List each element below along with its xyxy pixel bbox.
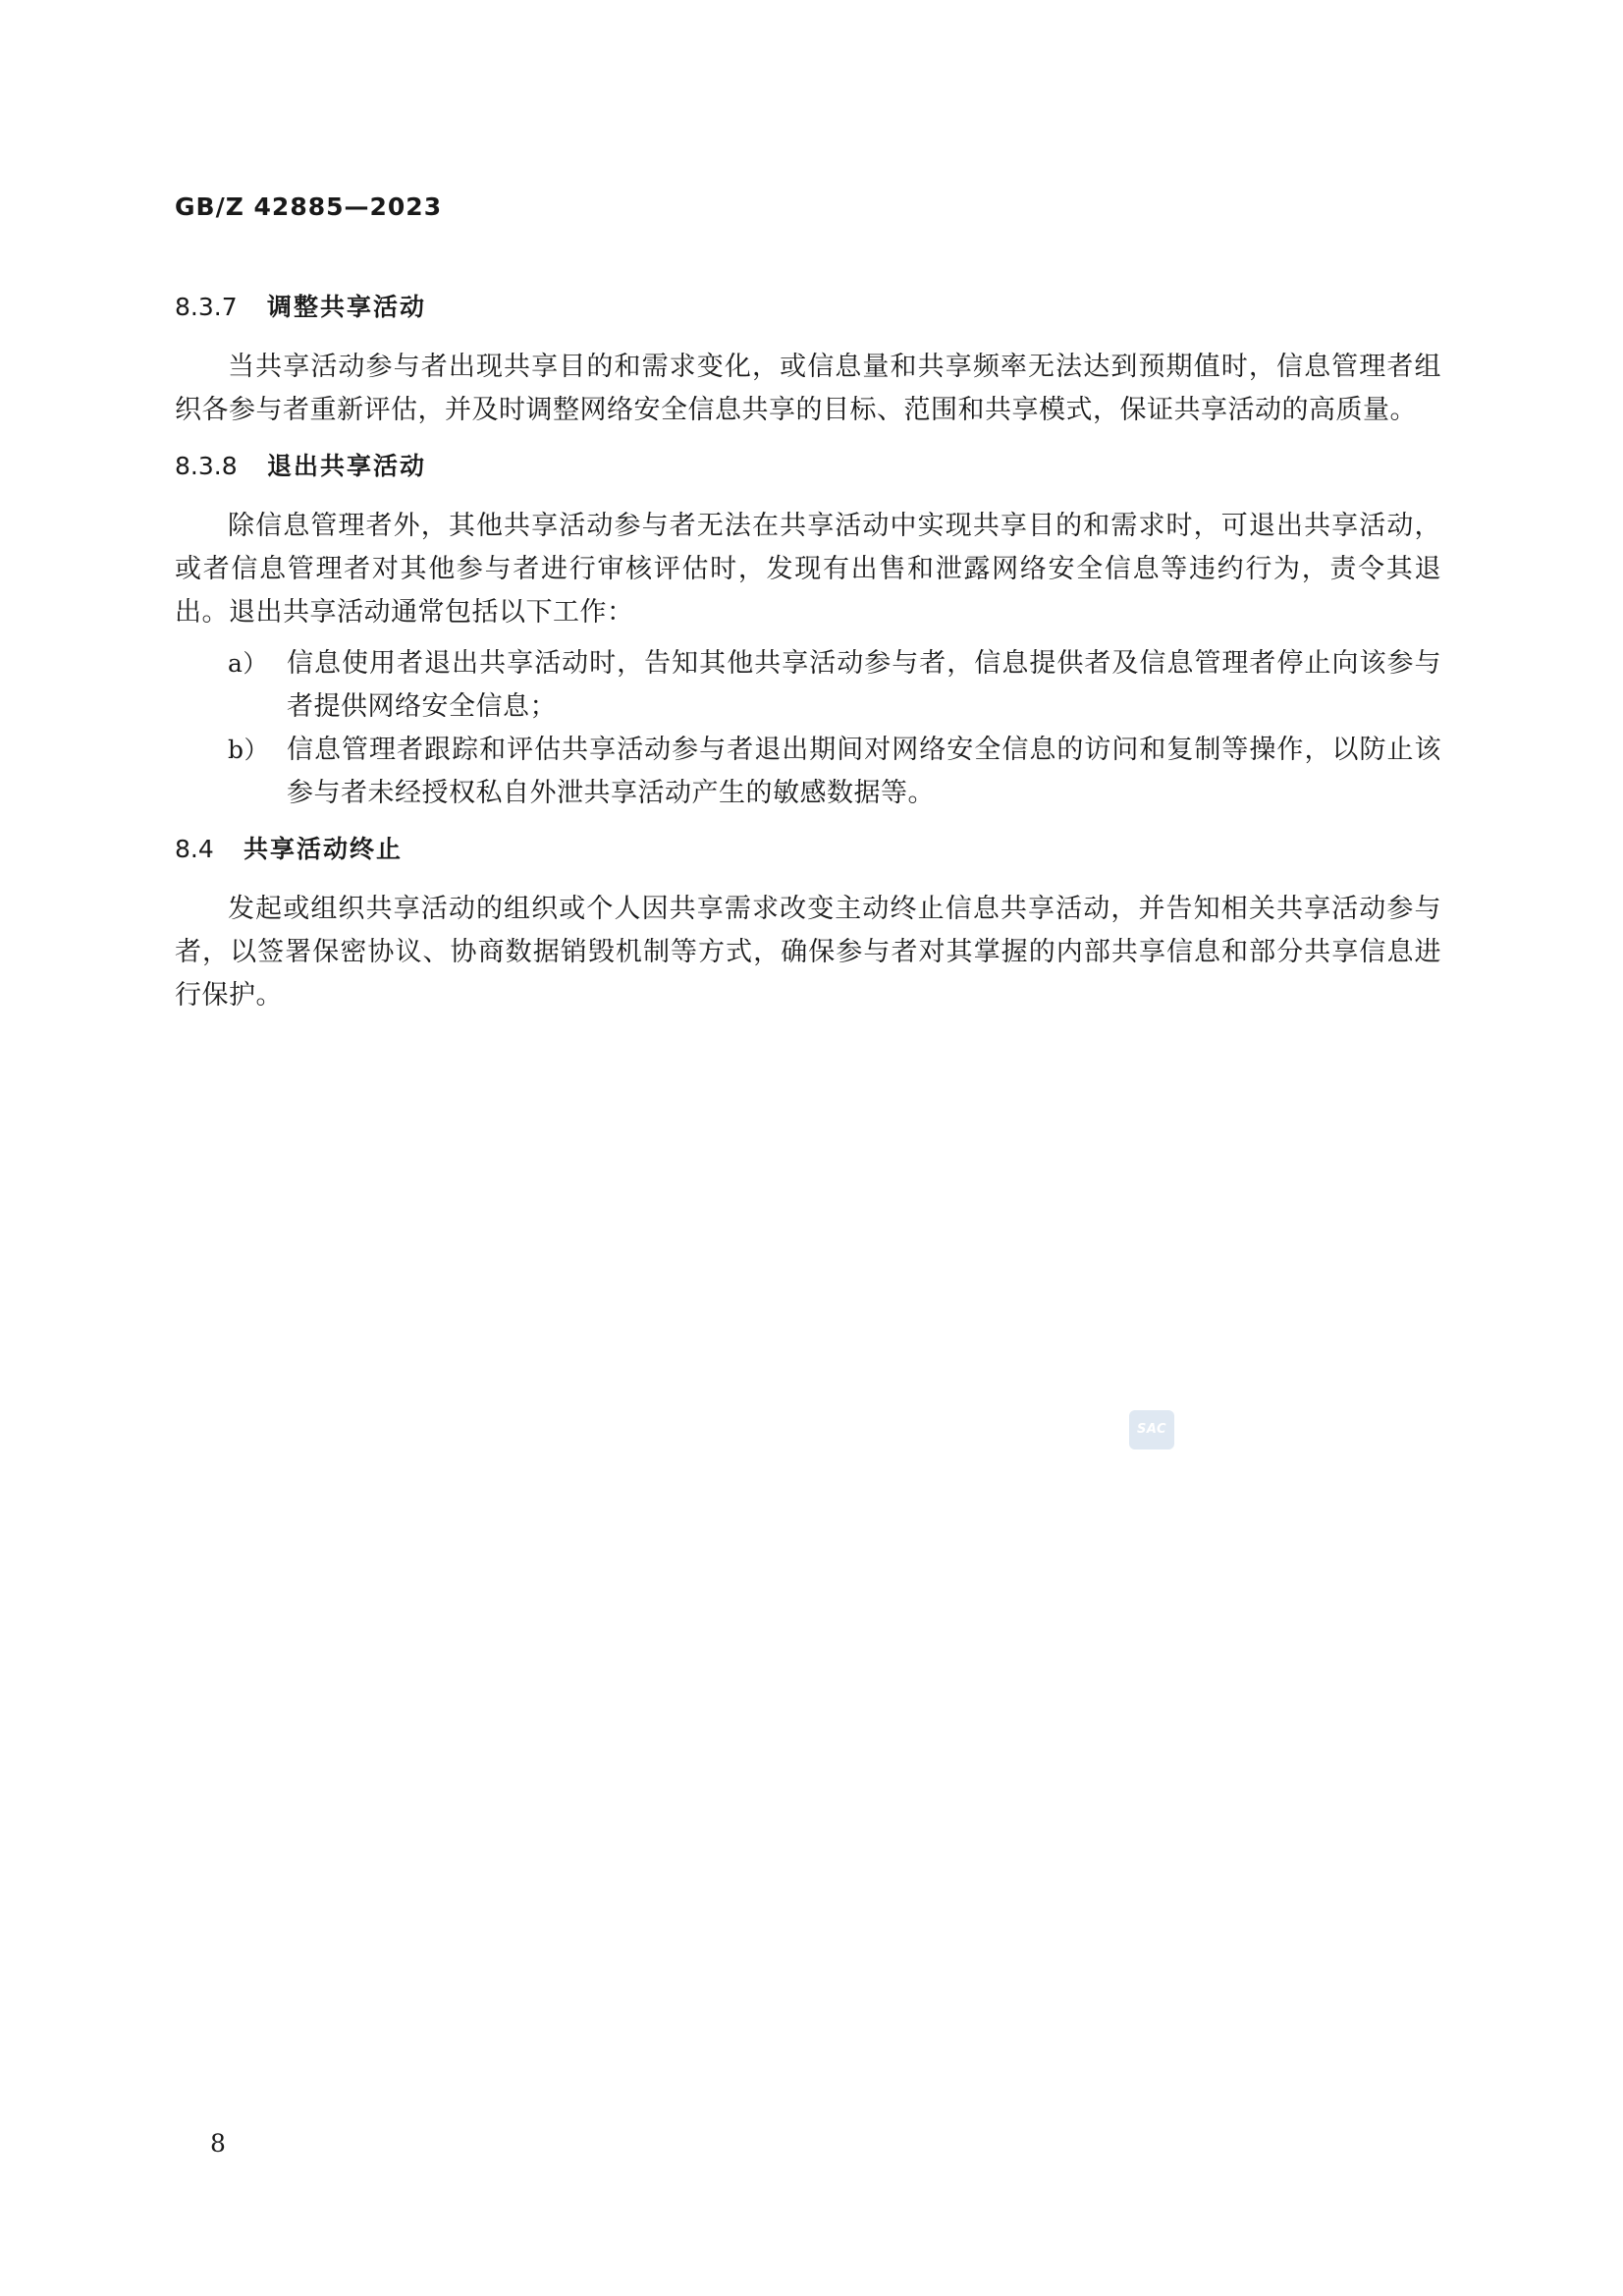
list-marker: a） [228,649,268,678]
section-heading-8-4 [175,833,1441,866]
section-heading-8-3-8 [175,450,1441,483]
main-content [175,291,1441,1035]
section-number: 8.3.7 [175,293,238,321]
list-item-text: 信息管理者跟踪和评估共享活动参与者退出期间对网络安全信息的访问和复制等操作，以防止该参与者未经授权私自外泄共享活动产生的敏感数据等。 [287,735,1441,808]
paragraph: 当共享活动参与者出现共享目的和需求变化，或信息量和共享频率无法达到预期值时，信息管理者组织各参与者重新评估，并及时调整网络安全信息共享的目标、范围和共享模式，保证共享活动的高质量。 [175,352,1441,425]
enumerated-list [175,642,1441,815]
list-item-b [175,729,1441,815]
sac-watermark-logo: SAC [1129,1410,1174,1449]
paragraph: 发起或组织共享活动的组织或个人因共享需求改变主动终止信息共享活动，并告知相关共享活动参与者，以签署保密协议、协商数据销毁机制等方式，确保参与者对其掌握的内部共享信息和部分共享信息进行保护。 [175,894,1441,1011]
section-number: 8.4 [175,835,214,863]
section-title: 调整共享活动 [267,293,427,321]
paragraph: 除信息管理者外，其他共享活动参与者无法在共享活动中实现共享目的和需求时，可退出共享活动，或者信息管理者对其他参与者进行审核评估时，发现有出售和泄露网络安全信息等违约行为，责令其退出。退出共享活动通常包括以下工作： [175,511,1441,628]
section-title: 退出共享活动 [267,452,427,480]
list-item-a [175,642,1441,729]
page-number: 8 [210,2129,226,2158]
standard-code: GB/Z 42885—2023 [175,192,443,221]
list-item-text: 信息使用者退出共享活动时，告知其他共享活动参与者，信息提供者及信息管理者停止向该参与者提供网络安全信息； [287,648,1441,722]
section-number: 8.3.8 [175,452,238,480]
section-title: 共享活动终止 [243,835,404,863]
section-heading-8-3-7 [175,291,1441,324]
list-marker: b） [228,736,270,764]
